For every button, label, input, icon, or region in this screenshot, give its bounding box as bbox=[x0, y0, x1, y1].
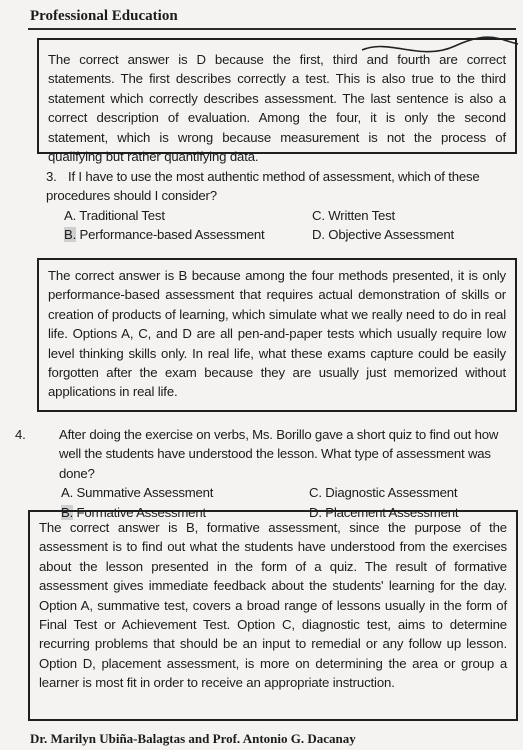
question-stem bbox=[15, 425, 521, 483]
question-4 bbox=[15, 425, 521, 522]
option-c: C. Written Test bbox=[312, 207, 396, 223]
answer-explanation-box-2 bbox=[37, 258, 517, 412]
answer-explanation-box-3 bbox=[28, 510, 518, 721]
question-3 bbox=[46, 167, 518, 245]
option-b: B. Performance-based Assessment bbox=[64, 227, 265, 243]
answer-explanation-box-1 bbox=[37, 38, 517, 165]
question-text: After doing the exercise on verbs, Ms. Borillo gave a short quiz to find out how well the students have understood the lesson. What type of assessment was done? bbox=[59, 427, 499, 481]
option-a: A. Traditional Test bbox=[64, 207, 165, 223]
option-d: D. Placement Assessment bbox=[309, 504, 459, 520]
answer-explanation-text: The correct answer is B because among the four methods presented, it is only performance-based assessment that requires actual demonstration of skills or creation of products of learning, which simulate what we really need to do in real life. Options A, C, and D are all pen-and-paper tests which usually require low level thinking skills only. In real life, what these exams capture could be easily forgotten after the exam because they are usually just memorized without applications in real life. bbox=[48, 268, 506, 400]
answer-explanation-text: The correct answer is B, formative assessment, since the purpose of the assessment is to find out what the students have understood from the exercises about the lesson presented in the form of a quiz. The result of formative assessment gives immediate feedback about the students' learning for the day. Option A, summative test, covers a broad range of lessons usually in the form of Final Test or Achievement Test. Option C, diagnostic test, aims to determine recurring problems that should be an input to remedial or any follow up lesson. Option D, placement assessment, is more on determining the area or group a learner is most fit in order to receive an appropriate instruction. bbox=[39, 520, 507, 691]
question-number: 3. bbox=[46, 169, 57, 184]
option-b: B. Formative Assessment bbox=[61, 504, 206, 520]
header-rule bbox=[28, 28, 516, 30]
question-text: If I have to use the most authentic method of assessment, which of these procedures should I consider? bbox=[46, 169, 480, 204]
question-number: 4. bbox=[15, 427, 26, 442]
option-c: C. Diagnostic Assessment bbox=[309, 485, 458, 501]
option-d: D. Objective Assessment bbox=[312, 227, 454, 243]
option-a: A. Summative Assessment bbox=[61, 485, 214, 501]
question-stem bbox=[46, 167, 518, 206]
running-header: Professional Education bbox=[30, 8, 178, 24]
option-list bbox=[46, 206, 518, 245]
answer-explanation-text: The correct answer is D because the first, third and fourth are correct statements. The first describes correctly a test. This is also true to the third statement which correctly describes assessment. The last sentence is also a correct description of evaluation. Among the four, it is only the second statement, which is wrong because measurement is not the process of qualifying but rather quantifying data. bbox=[48, 52, 506, 165]
author-footer: Dr. Marilyn Ubiña-Balagtas and Prof. Antonio G. Dacanay bbox=[30, 731, 356, 746]
